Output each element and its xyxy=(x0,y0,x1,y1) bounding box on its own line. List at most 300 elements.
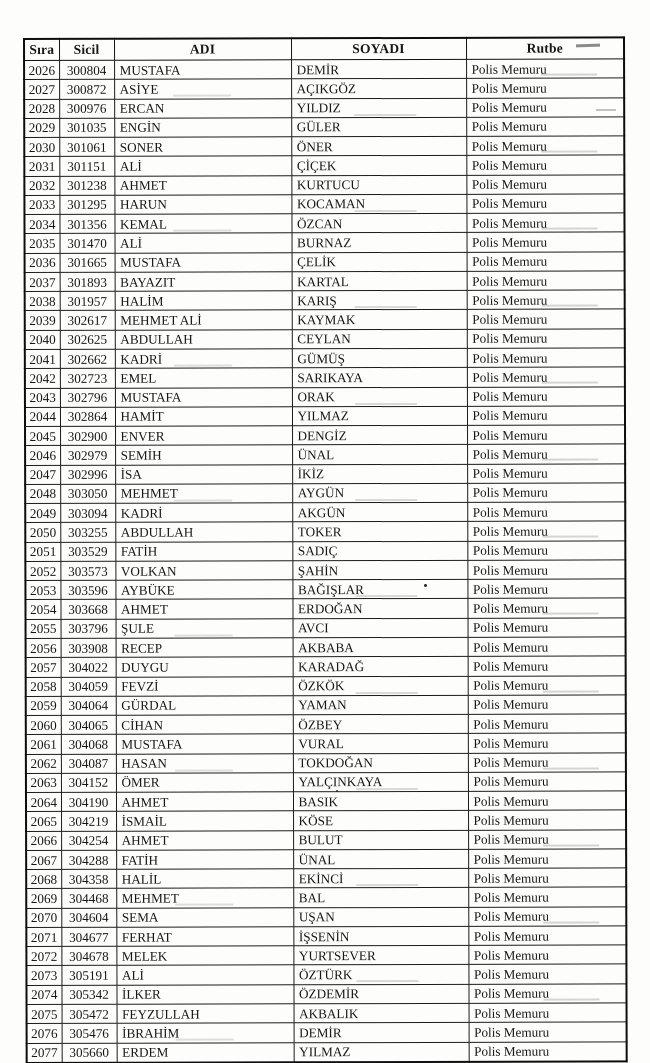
cell-soyadi: BAL xyxy=(293,888,468,908)
cell-adi: HAMİT xyxy=(115,407,292,427)
cell-soyadi: ÖZTÜRK xyxy=(293,965,468,985)
cell-sira: 2038 xyxy=(25,292,60,311)
cell-rutbe: Polis Memuru xyxy=(469,1041,627,1061)
cell-sicil: 304678 xyxy=(61,946,116,965)
cell-sira: 2058 xyxy=(26,677,61,696)
cell-rutbe: Polis Memuru xyxy=(466,213,624,233)
cell-rutbe: Polis Memuru xyxy=(467,309,625,329)
cell-sira: 2032 xyxy=(24,176,59,195)
table-row xyxy=(25,425,625,446)
cell-soyadi: ERDOĞAN xyxy=(292,599,467,619)
table-row xyxy=(26,752,626,773)
cell-adi: FEVZİ xyxy=(116,676,293,696)
cell-soyadi: KURTUCU xyxy=(291,175,466,195)
cell-rutbe: Polis Memuru xyxy=(467,560,625,580)
cell-sicil: 301356 xyxy=(59,214,114,233)
cell-rutbe: Polis Memuru xyxy=(467,252,625,272)
cell-soyadi: SARIKAYA xyxy=(292,368,467,388)
cell-sira: 2047 xyxy=(25,465,60,484)
table-row xyxy=(25,290,625,311)
table-row xyxy=(25,541,625,562)
cell-sira: 2051 xyxy=(25,542,60,561)
cell-adi: GÜRDAL xyxy=(116,696,293,716)
cell-adi: AHMET xyxy=(115,599,292,619)
cell-adi: VOLKAN xyxy=(115,561,292,581)
cell-rutbe: Polis Memuru xyxy=(466,155,624,175)
cell-rutbe: Polis Memuru xyxy=(466,136,624,156)
cell-sicil: 304064 xyxy=(61,696,116,715)
table-row xyxy=(26,675,626,696)
cell-sira: 2049 xyxy=(25,504,60,523)
cell-sicil: 305472 xyxy=(62,1004,117,1023)
cell-sicil: 302796 xyxy=(60,388,115,407)
cell-soyadi: BAĞIŞLAR xyxy=(292,580,467,600)
cell-sira: 2075 xyxy=(27,1004,62,1023)
cell-sira: 2042 xyxy=(25,369,60,388)
cell-rutbe: Polis Memuru xyxy=(468,675,626,695)
table-row xyxy=(26,810,626,831)
cell-adi: HASAN xyxy=(116,753,293,773)
cell-rutbe: Polis Memuru xyxy=(467,502,625,522)
cell-sira: 2037 xyxy=(25,272,60,291)
cell-rutbe: Polis Memuru xyxy=(467,541,625,561)
cell-sicil: 304219 xyxy=(61,812,116,831)
cell-sicil: 303050 xyxy=(60,484,115,503)
cell-soyadi: UŞAN xyxy=(293,907,468,927)
cell-sira: 2041 xyxy=(25,349,60,368)
cell-adi: SONER xyxy=(114,137,291,157)
cell-soyadi: EKİNCİ xyxy=(293,868,468,888)
table-row xyxy=(24,136,624,157)
cell-rutbe: Polis Memuru xyxy=(469,1003,627,1023)
cell-rutbe: Polis Memuru xyxy=(468,714,626,734)
cell-soyadi: İKİZ xyxy=(292,464,467,484)
cell-adi: ÖMER xyxy=(116,773,293,793)
cell-sicil: 303796 xyxy=(61,619,116,638)
cell-sira: 2028 xyxy=(24,99,59,118)
table-row xyxy=(26,791,626,812)
cell-rutbe: Polis Memuru xyxy=(466,194,624,214)
table-row xyxy=(26,733,626,754)
table-row xyxy=(25,560,625,581)
cell-sira: 2044 xyxy=(25,407,60,426)
cell-rutbe: Polis Memuru xyxy=(468,656,626,676)
table-row xyxy=(27,1022,627,1043)
col-header-sicil: Sicil xyxy=(59,39,114,61)
table-row xyxy=(26,887,626,908)
cell-adi: FERHAT xyxy=(116,927,293,947)
cell-adi: ALİ xyxy=(114,156,291,176)
table-row xyxy=(26,772,626,793)
cell-soyadi: KOCAMAN xyxy=(291,194,466,214)
cell-adi: EMEL xyxy=(115,368,292,388)
cell-adi: KADRİ xyxy=(115,349,292,369)
cell-sira: 2072 xyxy=(26,947,61,966)
cell-adi: SEMİH xyxy=(115,445,292,465)
cell-sira: 2026 xyxy=(24,60,59,79)
cell-soyadi: VURAL xyxy=(293,734,468,754)
cell-adi: MUSTAFA xyxy=(115,252,292,272)
cell-rutbe: Polis Memuru xyxy=(467,348,625,368)
cell-soyadi: YALÇINKAYA xyxy=(293,772,468,792)
cell-sicil: 302617 xyxy=(60,311,115,330)
cell-rutbe: Polis Memuru xyxy=(468,964,626,984)
cell-rutbe: Polis Memuru xyxy=(467,483,625,503)
cell-adi: ABDULLAH xyxy=(115,330,292,350)
table-row xyxy=(25,329,625,350)
table-row xyxy=(25,309,625,330)
table-row xyxy=(26,984,626,1005)
table-row xyxy=(25,386,625,407)
cell-adi: ALİ xyxy=(116,965,293,985)
cell-sicil: 300872 xyxy=(59,80,114,99)
cell-rutbe: Polis Memuru xyxy=(469,1022,627,1042)
cell-sicil: 304254 xyxy=(61,831,116,850)
cell-rutbe: Polis Memuru xyxy=(467,521,625,541)
cell-rutbe: Polis Memuru xyxy=(466,117,624,137)
cell-adi: ERDEM xyxy=(117,1042,294,1062)
cell-soyadi: AKGÜN xyxy=(292,502,467,522)
scan-speck xyxy=(336,790,338,792)
col-header-sira: Sıra xyxy=(24,39,59,61)
cell-soyadi: KARTAL xyxy=(292,271,467,291)
cell-adi: MUSTAFA xyxy=(116,734,293,754)
cell-sicil: 303596 xyxy=(60,580,115,599)
cell-soyadi: AKBALIK xyxy=(294,1003,469,1023)
cell-sira: 2035 xyxy=(25,234,60,253)
cell-sicil: 301151 xyxy=(59,157,114,176)
cell-sicil: 301893 xyxy=(60,272,115,291)
cell-soyadi: AVCI xyxy=(293,618,468,638)
cell-adi: MEHMET xyxy=(116,888,293,908)
cell-sicil: 302864 xyxy=(60,407,115,426)
table-row xyxy=(26,695,626,716)
cell-sicil: 304152 xyxy=(61,773,116,792)
cell-sira: 2040 xyxy=(25,330,60,349)
cell-sicil: 303908 xyxy=(61,638,116,657)
table-row xyxy=(25,502,625,523)
table-row xyxy=(26,945,626,966)
cell-sira: 2033 xyxy=(24,195,59,214)
cell-rutbe: Polis Memuru xyxy=(468,849,626,869)
cell-rutbe: Polis Memuru xyxy=(468,695,626,715)
table-row xyxy=(25,271,625,292)
cell-adi: KADRİ xyxy=(115,503,292,523)
cell-sira: 2029 xyxy=(24,118,59,137)
cell-soyadi: KÖSE xyxy=(293,811,468,831)
table-row xyxy=(26,637,626,658)
cell-sira: 2068 xyxy=(26,870,61,889)
cell-sicil: 304059 xyxy=(61,677,116,696)
cell-soyadi: BULUT xyxy=(293,830,468,850)
table-row xyxy=(25,406,625,427)
cell-adi: FEYZULLAH xyxy=(117,1004,294,1024)
cell-sicil: 301665 xyxy=(60,253,115,272)
scan-speck xyxy=(424,584,427,587)
cell-rutbe: Polis Memuru xyxy=(468,926,626,946)
cell-sira: 2043 xyxy=(25,388,60,407)
cell-sira: 2073 xyxy=(26,966,61,985)
cell-adi: RECEP xyxy=(116,638,293,658)
cell-sira: 2063 xyxy=(26,773,61,792)
table-row xyxy=(24,175,624,196)
cell-rutbe: Polis Memuru xyxy=(467,386,625,406)
cell-sicil: 300976 xyxy=(59,99,114,118)
cell-rutbe: Polis Memuru xyxy=(466,59,624,79)
table-row xyxy=(24,194,624,215)
cell-sira: 2071 xyxy=(26,927,61,946)
cell-rutbe: Polis Memuru xyxy=(468,984,626,1004)
col-header-rutbe: Rutbe xyxy=(466,37,624,59)
cell-adi: AHMET xyxy=(116,792,293,812)
table-row xyxy=(26,714,626,735)
cell-rutbe: Polis Memuru xyxy=(468,945,626,965)
cell-sicil: 301470 xyxy=(60,234,115,253)
cell-adi: BAYAZIT xyxy=(115,272,292,292)
cell-sicil: 303529 xyxy=(60,542,115,561)
cell-sira: 2048 xyxy=(25,484,60,503)
cell-sicil: 302723 xyxy=(60,369,115,388)
col-header-adi: ADI xyxy=(114,38,291,60)
table-row xyxy=(26,830,626,851)
cell-rutbe: Polis Memuru xyxy=(466,78,624,98)
cell-soyadi: YILDIZ xyxy=(291,98,466,118)
cell-sira: 2050 xyxy=(25,523,60,542)
cell-sira: 2057 xyxy=(26,658,61,677)
cell-sicil: 304288 xyxy=(61,850,116,869)
table-row xyxy=(26,868,626,889)
cell-adi: CİHAN xyxy=(116,715,293,735)
table-row xyxy=(27,1041,627,1062)
table-row xyxy=(25,348,625,369)
cell-soyadi: ŞAHİN xyxy=(292,560,467,580)
cell-sicil: 303255 xyxy=(60,523,115,542)
table-body xyxy=(24,59,627,1063)
cell-adi: MEHMET ALİ xyxy=(115,310,292,330)
cell-adi: ABDULLAH xyxy=(115,522,292,542)
cell-adi: HARUN xyxy=(114,195,291,215)
cell-sira: 2036 xyxy=(25,253,60,272)
cell-adi: KEMAL xyxy=(114,214,291,234)
cell-sicil: 303668 xyxy=(60,600,115,619)
cell-sicil: 305191 xyxy=(61,966,116,985)
cell-sicil: 305342 xyxy=(61,985,116,1004)
cell-soyadi: TOKER xyxy=(292,522,467,542)
table-row xyxy=(25,232,625,253)
table-row xyxy=(24,213,624,234)
table-row xyxy=(25,579,625,600)
cell-sicil: 304068 xyxy=(61,735,116,754)
table-row xyxy=(26,926,626,947)
cell-sicil: 305476 xyxy=(62,1024,117,1043)
cell-sira: 2031 xyxy=(24,157,59,176)
cell-sicil: 301035 xyxy=(59,118,114,137)
cell-sira: 2054 xyxy=(25,600,60,619)
table-row xyxy=(24,117,624,138)
table-row xyxy=(26,656,626,677)
cell-soyadi: DENGİZ xyxy=(292,425,467,445)
cell-soyadi: GÜMÜŞ xyxy=(292,348,467,368)
cell-sicil: 302662 xyxy=(60,349,115,368)
cell-rutbe: Polis Memuru xyxy=(467,329,625,349)
cell-sira: 2067 xyxy=(26,850,61,869)
table-row xyxy=(25,483,625,504)
cell-sira: 2030 xyxy=(24,137,59,156)
table-row xyxy=(24,59,624,80)
cell-sira: 2061 xyxy=(26,735,61,754)
cell-sira: 2066 xyxy=(26,831,61,850)
cell-rutbe: Polis Memuru xyxy=(468,887,626,907)
cell-soyadi: ÖNER xyxy=(291,136,466,156)
table-row xyxy=(25,444,625,465)
cell-rutbe: Polis Memuru xyxy=(468,772,626,792)
cell-soyadi: KARIŞ xyxy=(292,291,467,311)
cell-sicil: 301295 xyxy=(59,195,114,214)
table-row xyxy=(24,155,624,176)
cell-sicil: 301061 xyxy=(59,137,114,156)
table-row xyxy=(27,1003,627,1024)
cell-rutbe: Polis Memuru xyxy=(466,175,624,195)
cell-sicil: 304190 xyxy=(61,792,116,811)
cell-soyadi: AÇIKGÖZ xyxy=(291,79,466,99)
cell-sira: 2055 xyxy=(26,619,61,638)
cell-soyadi: ORAK xyxy=(292,387,467,407)
cell-soyadi: DEMİR xyxy=(291,59,466,79)
personnel-table xyxy=(23,36,628,1063)
cell-rutbe: Polis Memuru xyxy=(467,444,625,464)
cell-rutbe: Polis Memuru xyxy=(468,733,626,753)
cell-sira: 2069 xyxy=(26,889,61,908)
cell-soyadi: İŞSENİN xyxy=(293,926,468,946)
cell-adi: AHMET xyxy=(114,175,291,195)
cell-sira: 2062 xyxy=(26,754,61,773)
cell-soyadi: AYGÜN xyxy=(292,483,467,503)
cell-sira: 2064 xyxy=(26,792,61,811)
cell-sira: 2059 xyxy=(26,696,61,715)
cell-sicil: 302625 xyxy=(60,330,115,349)
cell-soyadi: ÖZCAN xyxy=(291,213,466,233)
cell-adi: ALİ xyxy=(115,233,292,253)
cell-adi: HALİM xyxy=(115,291,292,311)
cell-sira: 2076 xyxy=(27,1024,62,1043)
cell-rutbe: Polis Memuru xyxy=(467,579,625,599)
cell-sicil: 304358 xyxy=(61,869,116,888)
cell-soyadi: YURTSEVER xyxy=(293,946,468,966)
cell-sira: 2053 xyxy=(25,581,60,600)
cell-rutbe: Polis Memuru xyxy=(467,464,625,484)
header-row xyxy=(24,37,624,60)
cell-sicil: 304022 xyxy=(61,657,116,676)
cell-rutbe: Polis Memuru xyxy=(467,425,625,445)
cell-sicil: 304677 xyxy=(61,927,116,946)
cell-soyadi: ÜNAL xyxy=(293,849,468,869)
cell-soyadi: ÖZKÖK xyxy=(293,676,468,696)
cell-sicil: 302900 xyxy=(60,426,115,445)
cell-rutbe: Polis Memuru xyxy=(467,367,625,387)
cell-soyadi: TOKDOĞAN xyxy=(293,753,468,773)
cell-adi: İSMAİL xyxy=(116,811,293,831)
cell-rutbe: Polis Memuru xyxy=(468,618,626,638)
cell-rutbe: Polis Memuru xyxy=(468,810,626,830)
cell-sicil: 303094 xyxy=(60,503,115,522)
cell-sira: 2027 xyxy=(24,80,59,99)
cell-rutbe: Polis Memuru xyxy=(468,907,626,927)
cell-adi: MUSTAFA xyxy=(115,387,292,407)
cell-sicil: 301238 xyxy=(59,176,114,195)
cell-adi: İBRAHİM xyxy=(117,1023,294,1043)
cell-adi: ERCAN xyxy=(114,98,291,118)
cell-soyadi: ÇELİK xyxy=(292,252,467,272)
cell-soyadi: SADIÇ xyxy=(292,541,467,561)
cell-adi: DUYGU xyxy=(116,657,293,677)
table-row xyxy=(25,252,625,273)
cell-adi: MUSTAFA xyxy=(114,60,291,80)
scan-smudge xyxy=(596,109,616,111)
cell-sicil: 304604 xyxy=(61,908,116,927)
table-row xyxy=(24,78,624,99)
cell-sicil: 305660 xyxy=(62,1043,117,1063)
cell-sicil: 302979 xyxy=(60,446,115,465)
cell-soyadi: YAMAN xyxy=(293,695,468,715)
cell-adi: AYBÜKE xyxy=(115,580,292,600)
cell-sira: 2039 xyxy=(25,311,60,330)
table-row xyxy=(26,849,626,870)
table-row xyxy=(26,618,626,639)
cell-rutbe: Polis Memuru xyxy=(468,830,626,850)
cell-sicil: 304468 xyxy=(61,889,116,908)
table-row xyxy=(25,367,625,388)
table-row xyxy=(26,964,626,985)
table-row xyxy=(25,598,625,619)
cell-soyadi: KARADAĞ xyxy=(293,657,468,677)
cell-adi: ENVER xyxy=(115,426,292,446)
cell-rutbe: Polis Memuru xyxy=(468,752,626,772)
cell-sira: 2074 xyxy=(26,985,61,1004)
cell-rutbe: Polis Memuru xyxy=(468,791,626,811)
cell-soyadi: ÖZBEY xyxy=(293,714,468,734)
table-row xyxy=(26,907,626,928)
cell-sira: 2077 xyxy=(27,1043,62,1063)
table-row xyxy=(24,97,624,118)
cell-sira: 2045 xyxy=(25,426,60,445)
cell-adi: AHMET xyxy=(116,830,293,850)
cell-soyadi: ÇİÇEK xyxy=(291,156,466,176)
cell-sira: 2046 xyxy=(25,446,60,465)
cell-soyadi: ÖZDEMİR xyxy=(293,984,468,1004)
cell-rutbe: Polis Memuru xyxy=(468,868,626,888)
cell-soyadi: CEYLAN xyxy=(292,329,467,349)
cell-adi: FATİH xyxy=(116,850,293,870)
cell-soyadi: BASIK xyxy=(293,791,468,811)
cell-sicil: 301957 xyxy=(60,291,115,310)
cell-sira: 2034 xyxy=(24,215,59,234)
cell-adi: MEHMET xyxy=(115,484,292,504)
cell-sira: 2060 xyxy=(26,715,61,734)
cell-sicil: 303573 xyxy=(60,561,115,580)
cell-adi: ASİYE xyxy=(114,79,291,99)
cell-rutbe: Polis Memuru xyxy=(467,598,625,618)
table-row xyxy=(25,521,625,542)
cell-soyadi: KAYMAK xyxy=(292,310,467,330)
col-header-soyadi: SOYADI xyxy=(291,38,466,60)
cell-rutbe: Polis Memuru xyxy=(467,406,625,426)
cell-soyadi: ÜNAL xyxy=(292,445,467,465)
cell-adi: ENGİN xyxy=(114,118,291,138)
cell-soyadi: GÜLER xyxy=(291,117,466,137)
cell-adi: İSA xyxy=(115,464,292,484)
cell-adi: SEMA xyxy=(116,907,293,927)
cell-soyadi: BURNAZ xyxy=(292,233,467,253)
